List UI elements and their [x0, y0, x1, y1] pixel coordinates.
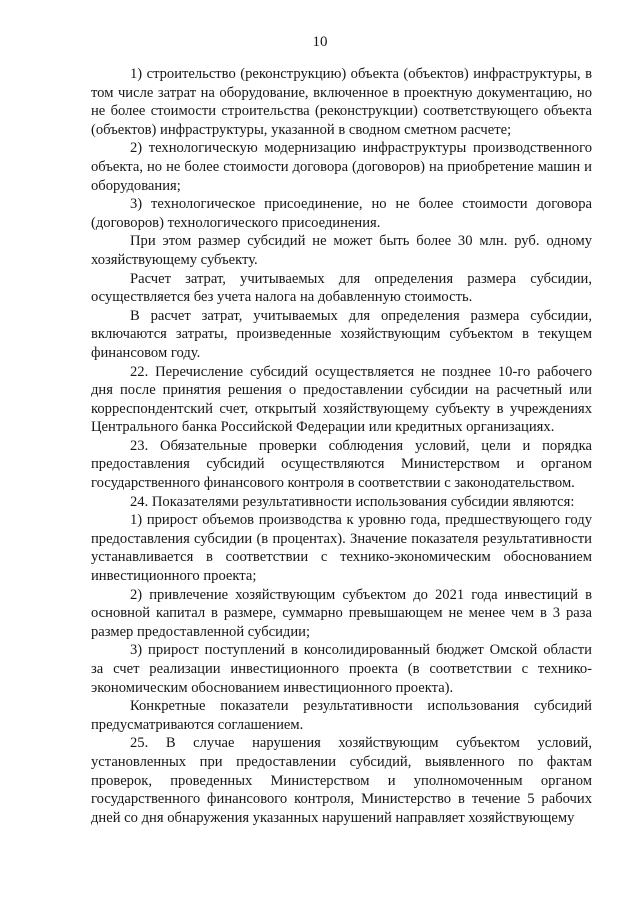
paragraph-item-3: 3) технологическое присоединение, но не более стоимости договора (договоров) технологического присоединения. — [91, 196, 592, 231]
page-number: 10 — [312, 34, 328, 50]
paragraph-section-23: 23. Обязательные проверки соблюдения условий, цели и порядка предоставления субсидий осуществляются Министерством и органом государственного финансового контроля в соответствии с законодательством. — [91, 437, 592, 492]
paragraph-indicators-agreement: Конкретные показатели результативности использования субсидий предусматриваются соглашением. — [91, 698, 592, 733]
paragraph-cost-calculation-vat: Расчет затрат, учитываемых для определения размера субсидии, осуществляется без учета налога на добавленную стоимость. — [91, 270, 592, 306]
paragraph-section-24: 24. Показателями результативности использования субсидии являются: — [130, 493, 575, 510]
paragraph-cost-calculation-year: В расчет затрат, учитываемых для определения размера субсидии, включаются затраты, произведенные хозяйствующим субъектом в текущем финансовом году. — [91, 307, 592, 361]
paragraph-indicator-2: 2) привлечение хозяйствующим субъектом до 2021 года инвестиций в основной капитал в размере, суммарно превышающем не менее чем в 3 раза размер предоставленной субсидии; — [91, 586, 592, 640]
paragraph-item-1: 1) строительство (реконструкцию) объекта (объектов) инфраструктуры, в том числе затрат на оборудование, включенное в проектную документацию, но не более стоимости строительства (реконструкции) соответствующего объекта (объектов) инфраструктуры, указанной в сводном сметном расчете; — [91, 66, 592, 138]
paragraph-indicator-3: 3) прирост поступлений в консолидированный бюджет Омской области за счет реализации инвестиционного проекта (в соответствии с технико-экономическим обоснованием инвестиционного проекта). — [91, 642, 592, 696]
paragraph-section-22: 22. Перечисление субсидий осуществляется не позднее 10-го рабочего дня после принятия решения о предоставлении субсидии на расчетный или корреспондентский счет, открытый хозяйствующему субъекту в учреждениях Центрального банка Российской Федерации или кредитных организациях. — [91, 363, 592, 436]
paragraph-indicator-1: 1) прирост объемов производства к уровню года, предшествующего году предоставления субсидии (в процентах). Значение показателя результативности устанавливается в соответствии с технико-экономическим обоснованием инвестиционного проекта; — [91, 512, 592, 585]
paragraph-item-2: 2) технологическую модернизацию инфраструктуры производственного объекта, но не более стоимости договора (договоров) на приобретение машин и оборудования; — [91, 140, 592, 194]
document-body — [91, 65, 592, 827]
paragraph-section-25: 25. В случае нарушения хозяйствующим субъектом условий, установленных при предоставлении субсидий, выявленного по фактам проверок, проведенных Министерством и уполномоченным органом государственного финансового контроля, Министерство в течение 5 рабочих дней со дня обнаружения указанных нарушений направляет хозяйствующему — [91, 735, 592, 826]
paragraph-subsidy-limit: При этом размер субсидий не может быть более 30 млн. руб. одному хозяйствующему субъекту. — [91, 233, 592, 268]
